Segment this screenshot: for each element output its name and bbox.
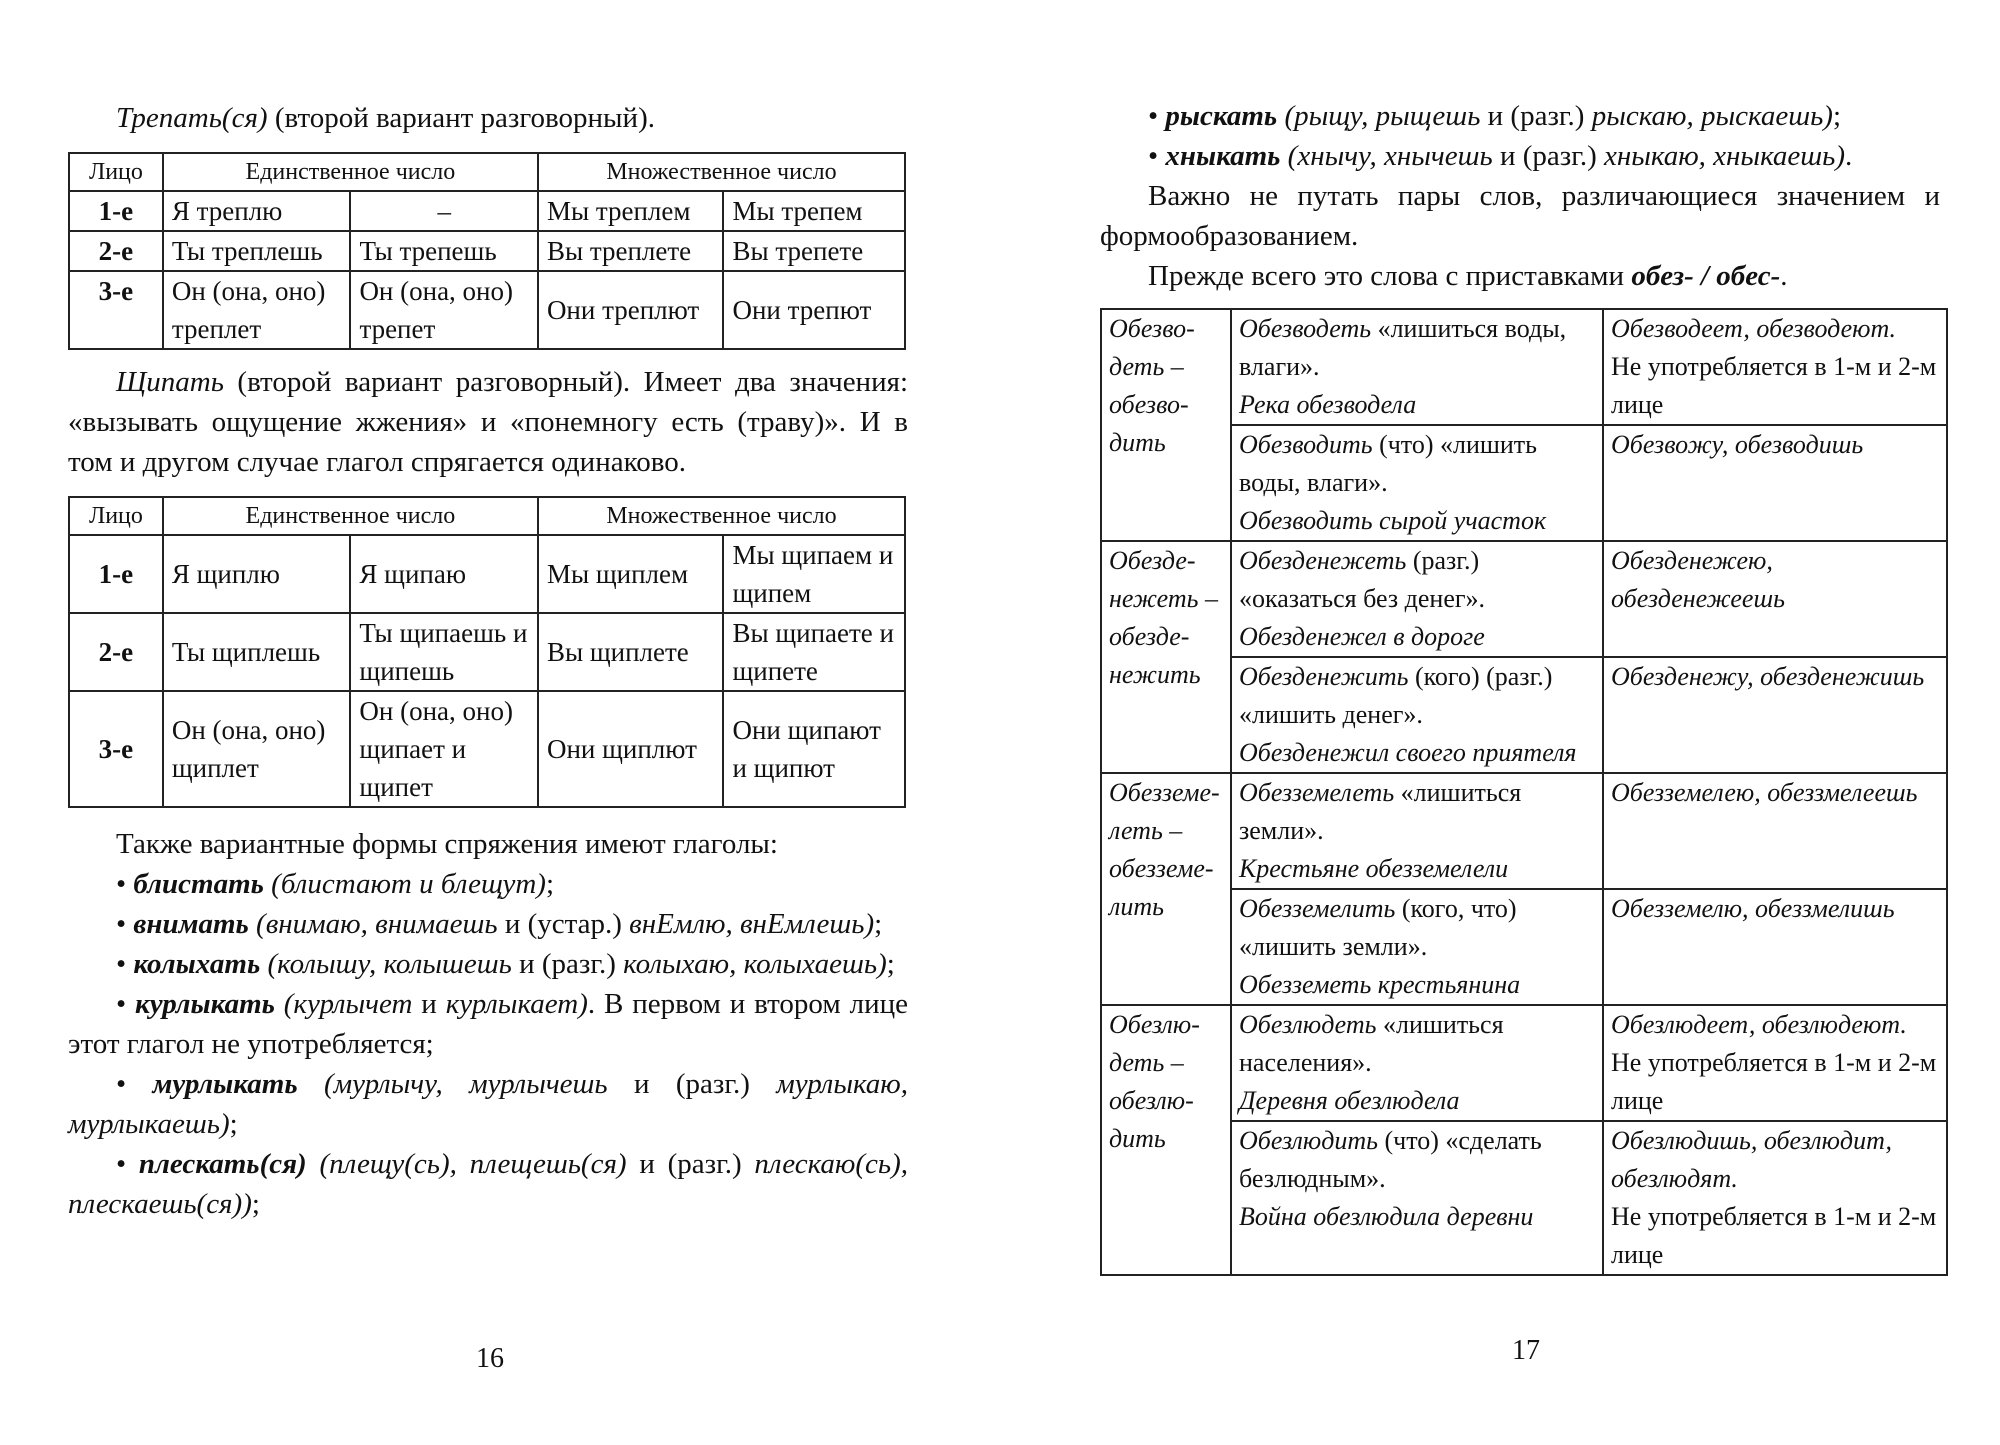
- table-cell: Мы треплем: [538, 191, 724, 231]
- table-cell: Вы щипаете и щипете: [723, 613, 905, 691]
- person-cell: 3-е: [69, 271, 163, 349]
- table-row: [69, 231, 905, 271]
- header-cell: Лицо: [69, 153, 163, 191]
- conjugation-table-trepat: [68, 152, 906, 350]
- person-cell: 1-е: [69, 191, 163, 231]
- table-cell: Я щипаю: [350, 535, 538, 613]
- table-cell: Вы щиплете: [538, 613, 724, 691]
- table-cell: Он (она, оно) щиплет: [163, 691, 351, 807]
- meaning-cell: Обезводить (что) «лишить воды, влаги». Обезводить сырой участок: [1231, 425, 1603, 541]
- header-cell: Множественное число: [538, 497, 905, 535]
- table-cell: Ты щиплешь: [163, 613, 351, 691]
- table-row: [1101, 1005, 1947, 1121]
- table-cell: Я треплю: [163, 191, 351, 231]
- list-item: • внимать (внимаю, внимаешь и (устар.) внЕмлю, внЕмлешь);: [116, 908, 883, 940]
- table-cell: Мы щиплем: [538, 535, 724, 613]
- table-header-row: [69, 497, 905, 535]
- table-cell: Ты трепешь: [350, 231, 538, 271]
- obez-words-table: [1100, 308, 1948, 1276]
- forms-cell: Обезземелею, обеззмелеешь: [1603, 773, 1947, 889]
- header-cell: Единственное число: [163, 153, 538, 191]
- left-page: [68, 0, 908, 1224]
- meaning-cell: Обезденежить (кого) (разг.) «лишить денег». Обезденежил своего приятеля: [1231, 657, 1603, 773]
- meaning-cell: Обезводеть «лишиться воды, влаги». Река обезводела: [1231, 309, 1603, 425]
- header-cell: Единственное число: [163, 497, 538, 535]
- table-row: [1101, 773, 1947, 889]
- forms-cell: Обезводеет, обезводеют. Не употребляется в 1-м и 2-м лице: [1603, 309, 1947, 425]
- forms-cell: Обезденежу, обезденежишь: [1603, 657, 1947, 773]
- table-row: [69, 613, 905, 691]
- header-cell: Лицо: [69, 497, 163, 535]
- list-item: • колыхать (колышу, колышешь и (разг.) колыхаю, колыхаешь);: [116, 948, 895, 980]
- table-cell: Он (она, оно) щипает и щипет: [350, 691, 538, 807]
- meaning-cell: Обезлюдеть «лишиться населения». Деревня обезлюдела: [1231, 1005, 1603, 1121]
- paragraph: Важно не путать пары слов, различающиеся значением и формообразованием.: [1100, 180, 1940, 252]
- forms-cell: Обезземелю, обеззмелишь: [1603, 889, 1947, 1005]
- headword: Щипать: [116, 366, 224, 398]
- right-page: [1100, 0, 1950, 1276]
- table-cell: Он (она, оно) треплет: [163, 271, 351, 349]
- table-cell: Они треплют: [538, 271, 724, 349]
- list-item: • хныкать (хнычу, хнычешь и (разг.) хныкаю, хныкаешь).: [1148, 140, 1853, 172]
- word-pair-cell: Обезде- нежеть – обезде- нежить: [1101, 541, 1231, 773]
- table-cell: –: [350, 191, 538, 231]
- prefix-label: обез- / обес-: [1631, 260, 1781, 292]
- header-cell: Множественное число: [538, 153, 905, 191]
- also-variants-text: Также вариантные формы спряжения имеют глаголы:: [116, 828, 778, 860]
- list-item: • рыскать (рыщу, рыщешь и (разг.) рыскаю, рыскаешь);: [1148, 100, 1842, 132]
- table-cell: Они щипают и щипют: [723, 691, 905, 807]
- variant-verb-list-continued: [1100, 96, 1940, 296]
- word-pair-cell: Обезземе- леть – обезземе- лить: [1101, 773, 1231, 1005]
- table-cell: Вы треплете: [538, 231, 724, 271]
- meaning-cell: Обезземелеть «лишиться земли». Крестьяне обезземелели: [1231, 773, 1603, 889]
- intro-trepat: Трепать(ся) (второй вариант разговорный).: [116, 102, 655, 134]
- table-row: [69, 191, 905, 231]
- list-item: • блистать (блистают и блещут);: [116, 868, 555, 900]
- person-cell: 3-е: [69, 691, 163, 807]
- list-item: • курлыкать (курлычет и курлыкает). В первом и втором лице этот глагол не употребляется;: [68, 988, 908, 1060]
- page-number-right: 17: [1512, 1335, 1540, 1366]
- page-number-left: 16: [476, 1343, 504, 1374]
- variant-verb-list: [68, 864, 908, 1224]
- table-row: [1101, 541, 1947, 657]
- table-header-row: [69, 153, 905, 191]
- table-cell: Вы трепете: [723, 231, 905, 271]
- table-cell: Ты щипаешь и щипешь: [350, 613, 538, 691]
- forms-cell: Обезвожу, обезводишь: [1603, 425, 1947, 541]
- table-cell: Они щиплют: [538, 691, 724, 807]
- list-item: • плескать(ся) (плещу(сь), плещешь(ся) и (разг.) плескаю(сь), плескаешь(ся));: [68, 1148, 908, 1220]
- intro-shchipat: Щипать (второй вариант разговорный). Имеет два значения: «вызывать ощущение жжения» и «понемногу есть (траву)». И в том и другом случае глагол спрягается одинаково.: [68, 366, 908, 478]
- conjugation-table-shchipat: [68, 496, 906, 808]
- table-row: [69, 271, 905, 349]
- table-row: [69, 691, 905, 807]
- meaning-cell: Обезлюдить (что) «сделать безлюдным». Война обезлюдила деревни: [1231, 1121, 1603, 1275]
- person-cell: 1-е: [69, 535, 163, 613]
- paragraph: Прежде всего это слова с приставками обез- / обес-.: [1148, 260, 1788, 292]
- table-row: [69, 535, 905, 613]
- table-cell: Мы трепем: [723, 191, 905, 231]
- meaning-cell: Обезденежеть (разг.) «оказаться без денег». Обезденежел в дороге: [1231, 541, 1603, 657]
- forms-cell: Обезлюдишь, обезлюдит, обезлюдят. Не употребляется в 1-м и 2-м лице: [1603, 1121, 1947, 1275]
- forms-cell: Обезденежею, обезденежеешь: [1603, 541, 1947, 657]
- person-cell: 2-е: [69, 231, 163, 271]
- word-pair-cell: Обезво- деть – обезво- дить: [1101, 309, 1231, 541]
- word-pair-cell: Обезлю- деть – обезлю- дить: [1101, 1005, 1231, 1275]
- table-cell: Он (она, оно) трепет: [350, 271, 538, 349]
- table-cell: Ты треплешь: [163, 231, 351, 271]
- forms-cell: Обезлюдеет, обезлюдеют. Не употребляется в 1-м и 2-м лице: [1603, 1005, 1947, 1121]
- table-cell: Мы щипаем и щипем: [723, 535, 905, 613]
- list-item: • мурлыкать (мурлычу, мурлычешь и (разг.) мурлыкаю, мурлыкаешь);: [68, 1068, 908, 1140]
- person-cell: 2-е: [69, 613, 163, 691]
- headword: Трепать(ся): [116, 102, 268, 134]
- meaning-cell: Обезземелить (кого, что) «лишить земли». Обезземеть крестьянина: [1231, 889, 1603, 1005]
- table-cell: Я щиплю: [163, 535, 351, 613]
- table-row: [1101, 309, 1947, 425]
- table-cell: Они трепют: [723, 271, 905, 349]
